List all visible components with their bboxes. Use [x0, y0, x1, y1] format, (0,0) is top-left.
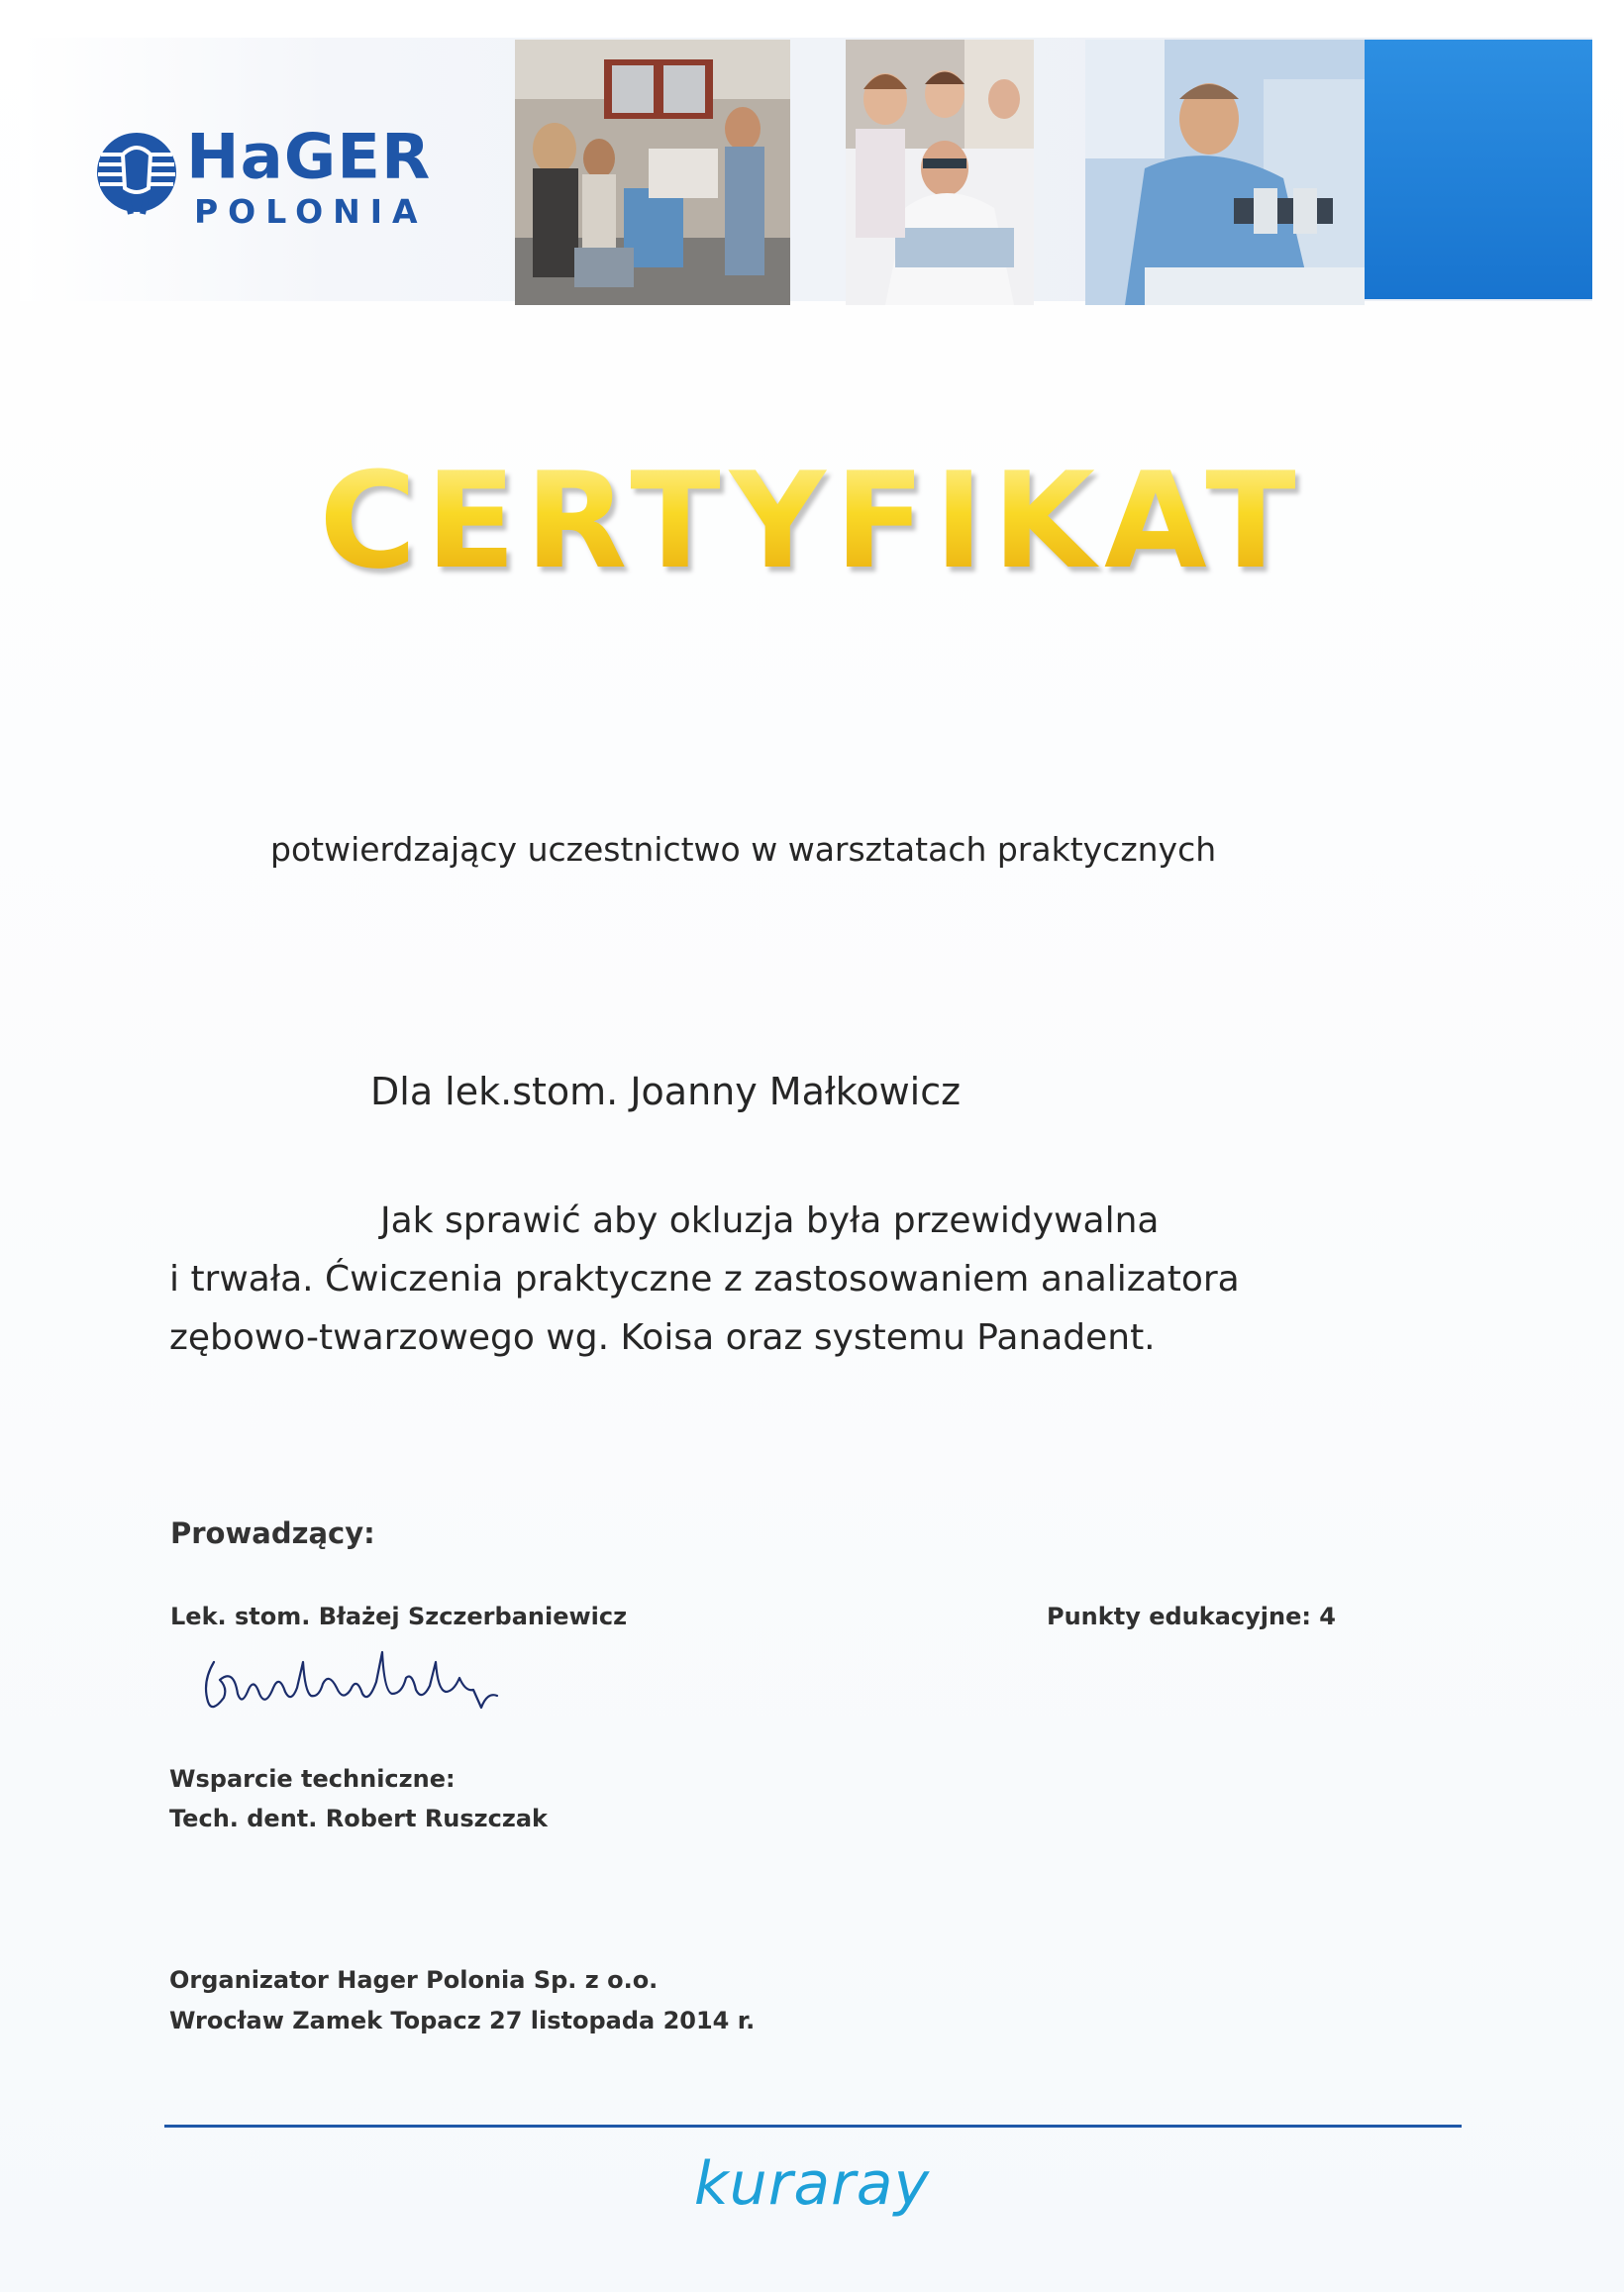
header-blue-block [1365, 40, 1592, 299]
leader-label: Prowadzący: [170, 1516, 375, 1550]
hager-polonia-logo [91, 121, 467, 236]
photo-workshop-room [515, 40, 790, 305]
tooth-emblem-icon [91, 127, 182, 226]
topic-line-3: zębowo-twarzowego wg. Koisa oraz systemu Panadent. [169, 1317, 1156, 1358]
kuraray-logo: kuraray [693, 2149, 931, 2219]
education-points: Punkty edukacyjne: 4 [1047, 1603, 1337, 1630]
brand-name: HaGER [186, 121, 432, 194]
instructor-signature [194, 1632, 551, 1721]
organizer-line: Organizator Hager Polonia Sp. z o.o. [169, 1966, 659, 1994]
topic-line-2: i trwała. Ćwiczenia praktyczne z zastosowaniem analizatora [169, 1259, 1240, 1300]
brand-subtitle: POLONIA [194, 192, 428, 231]
certificate-title: CERTYFIKAT [0, 444, 1624, 598]
topic-line-1: Jak sprawić aby okluzja była przewidywalna [380, 1200, 1160, 1241]
footer-divider [164, 2125, 1462, 2128]
support-label: Wsparcie techniczne: [169, 1765, 456, 1793]
instructor-name: Lek. stom. Błażej Szczerbaniewicz [170, 1603, 628, 1630]
photo-dentist-students [846, 40, 1034, 305]
support-name: Tech. dent. Robert Ruszczak [169, 1805, 548, 1832]
recipient-name: Dla lek.stom. Joanny Małkowicz [370, 1070, 962, 1113]
certificate-subtitle: potwierdzający uczestnictwo w warsztatach praktycznych [270, 830, 1217, 869]
photo-dental-technician [1085, 40, 1365, 305]
place-date-line: Wrocław Zamek Topacz 27 listopada 2014 r. [169, 2007, 756, 2034]
